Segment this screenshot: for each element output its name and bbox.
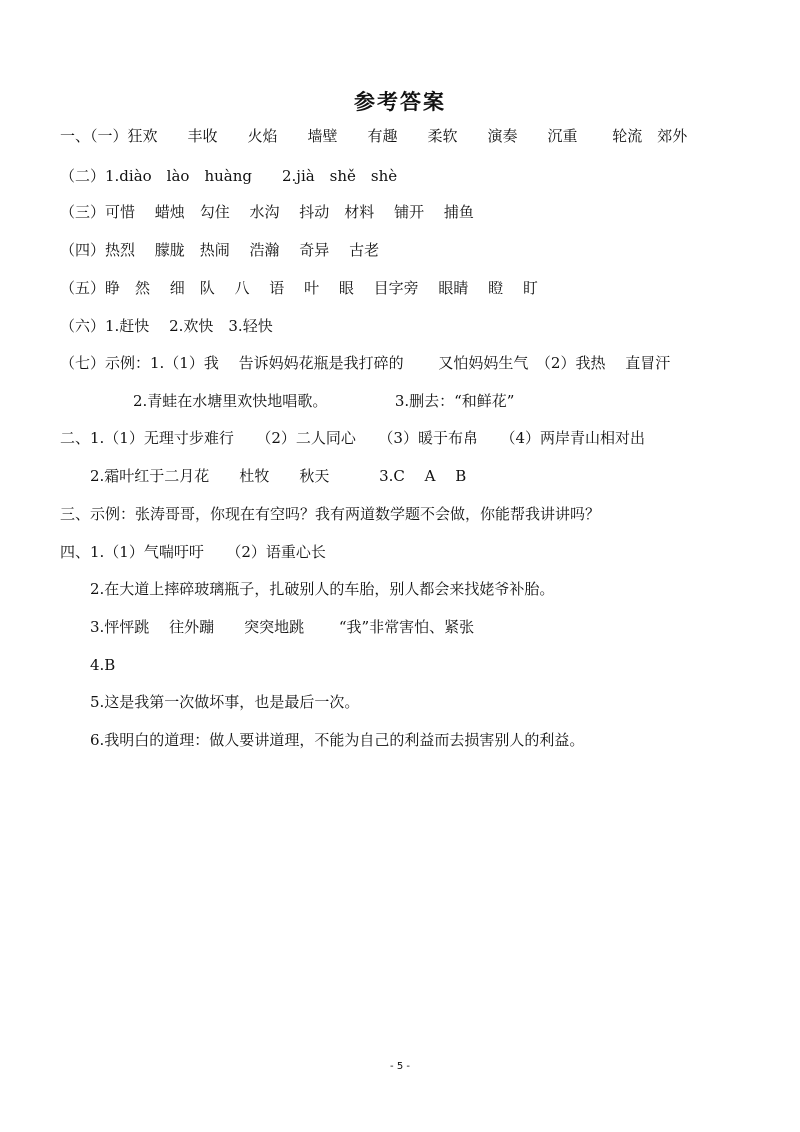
answer-line: （四）热烈 朦胧 热闹 浩瀚 奇异 古老 [60,241,380,259]
answer-line: 四、1.（1）气喘吁吁 （2）语重心长 [60,543,326,561]
answer-line: （五）睁 然 细 队 八 语 叶 眼 目字旁 眼睛 瞪 盯 [60,279,538,297]
answer-line: 2.在大道上摔碎玻璃瓶子，扎破别人的车胎，别人都会来找姥爷补胎。 [90,580,555,598]
answer-line: 一、（一）狂欢 丰收 火焰 墙壁 有趣 柔软 演奏 沉重 轮流 郊外 [60,127,688,145]
answer-line: 5.这是我第一次做坏事，也是最后一次。 [90,693,360,711]
answer-line: （七）示例：1.（1）我 告诉妈妈花瓶是我打碎的 又怕妈妈生气 （2）我热 直冒汗 [60,354,671,372]
answer-line: 4.B [90,656,116,674]
answer-line: 二、1.（1）无理寸步难行 （2）二人同心 （3）暖于布帛 （4）两岸青山相对出 [60,429,645,447]
answer-line: 3.怦怦跳 往外蹦 突突地跳 “我”非常害怕、紧张 [90,618,475,636]
answer-line: （二）1.diào lào huàng 2.jià shě shè [60,167,398,185]
answer-line: 三、示例：张涛哥哥，你现在有空吗？我有两道数学题不会做，你能帮我讲讲吗？ [60,505,601,523]
page-number: - 5 - [390,1061,410,1072]
page-title: 参考答案 [354,90,446,114]
answer-line: 2.青蛙在水塘里欢快地唱歌。 3.删去：“和鲜花” [133,392,515,410]
answer-line: 6.我明白的道理：做人要讲道理，不能为自己的利益而去损害别人的利益。 [90,731,585,749]
answer-line: 2.霜叶红于二月花 杜牧 秋天 3.C A B [90,467,467,485]
answer-line: （六）1.赶快 2.欢快 3.轻快 [60,317,273,335]
answer-line: （三）可惜 蜡烛 勾住 水沟 抖动 材料 铺开 捕鱼 [60,203,474,221]
